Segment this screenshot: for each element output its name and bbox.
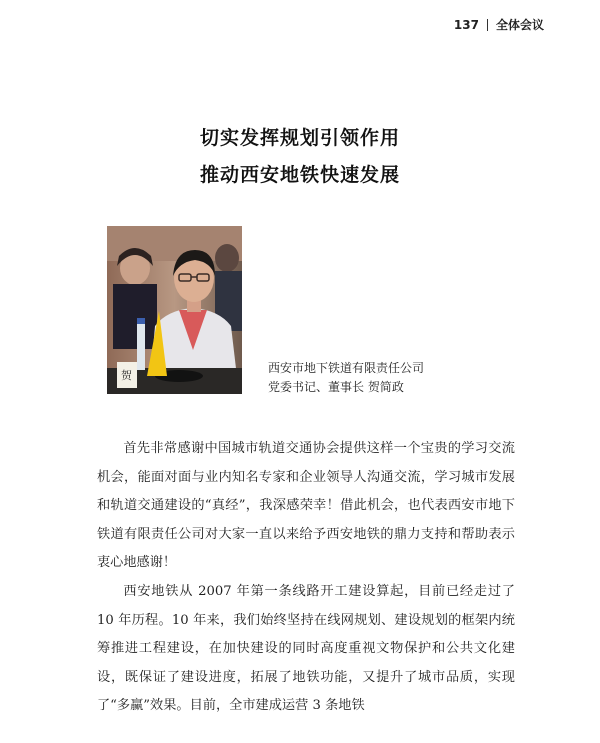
- author-photo: [107, 226, 242, 394]
- nameplate-text: 贺: [121, 369, 132, 382]
- article-title-line2: 推动西安地铁快速发展: [199, 164, 400, 186]
- author-info: [268, 359, 424, 397]
- article-title-line1: 切实发挥规划引领作用: [199, 127, 400, 149]
- author-organization: 西安市地下铁道有限责任公司: [268, 361, 425, 375]
- body-paragraph: 首先非常感谢中国城市轨道交通协会提供这样一个宝贵的学习交流机会，能面对面与业内知名专家和企业领导人沟通交流，学习城市发展和轨道交通建设的“真经”，我深感荣幸！借此机会，也代表西安市地下铁道有限责任公司对大家一直以来给予西安地铁的鼎力支持和帮助表示衷心地感谢！: [97, 441, 515, 571]
- page-number: 137: [453, 17, 479, 32]
- body-paragraph: 西安地铁从 2007 年第一条线路开工建设算起，目前已经走过了 10 年历程。10 年来，我们始终坚持在线网规划、建设规划的框架内统筹推进工程建设，在加快建设的同时高度重视文物保护和公共文化建设，既保证了建设进度，拓展了地铁功能，又提升了城市品质，实现了“多赢”效果。目前，全市建成运营 3 条地铁: [97, 583, 515, 714]
- header-divider: [487, 19, 488, 31]
- section-title: 全体会议: [495, 18, 544, 32]
- author-position-name: 党委书记、董事长 贺简政: [268, 380, 404, 394]
- page-header: [454, 16, 544, 33]
- article-body: [97, 435, 515, 721]
- author-photo-illustration: [107, 226, 242, 394]
